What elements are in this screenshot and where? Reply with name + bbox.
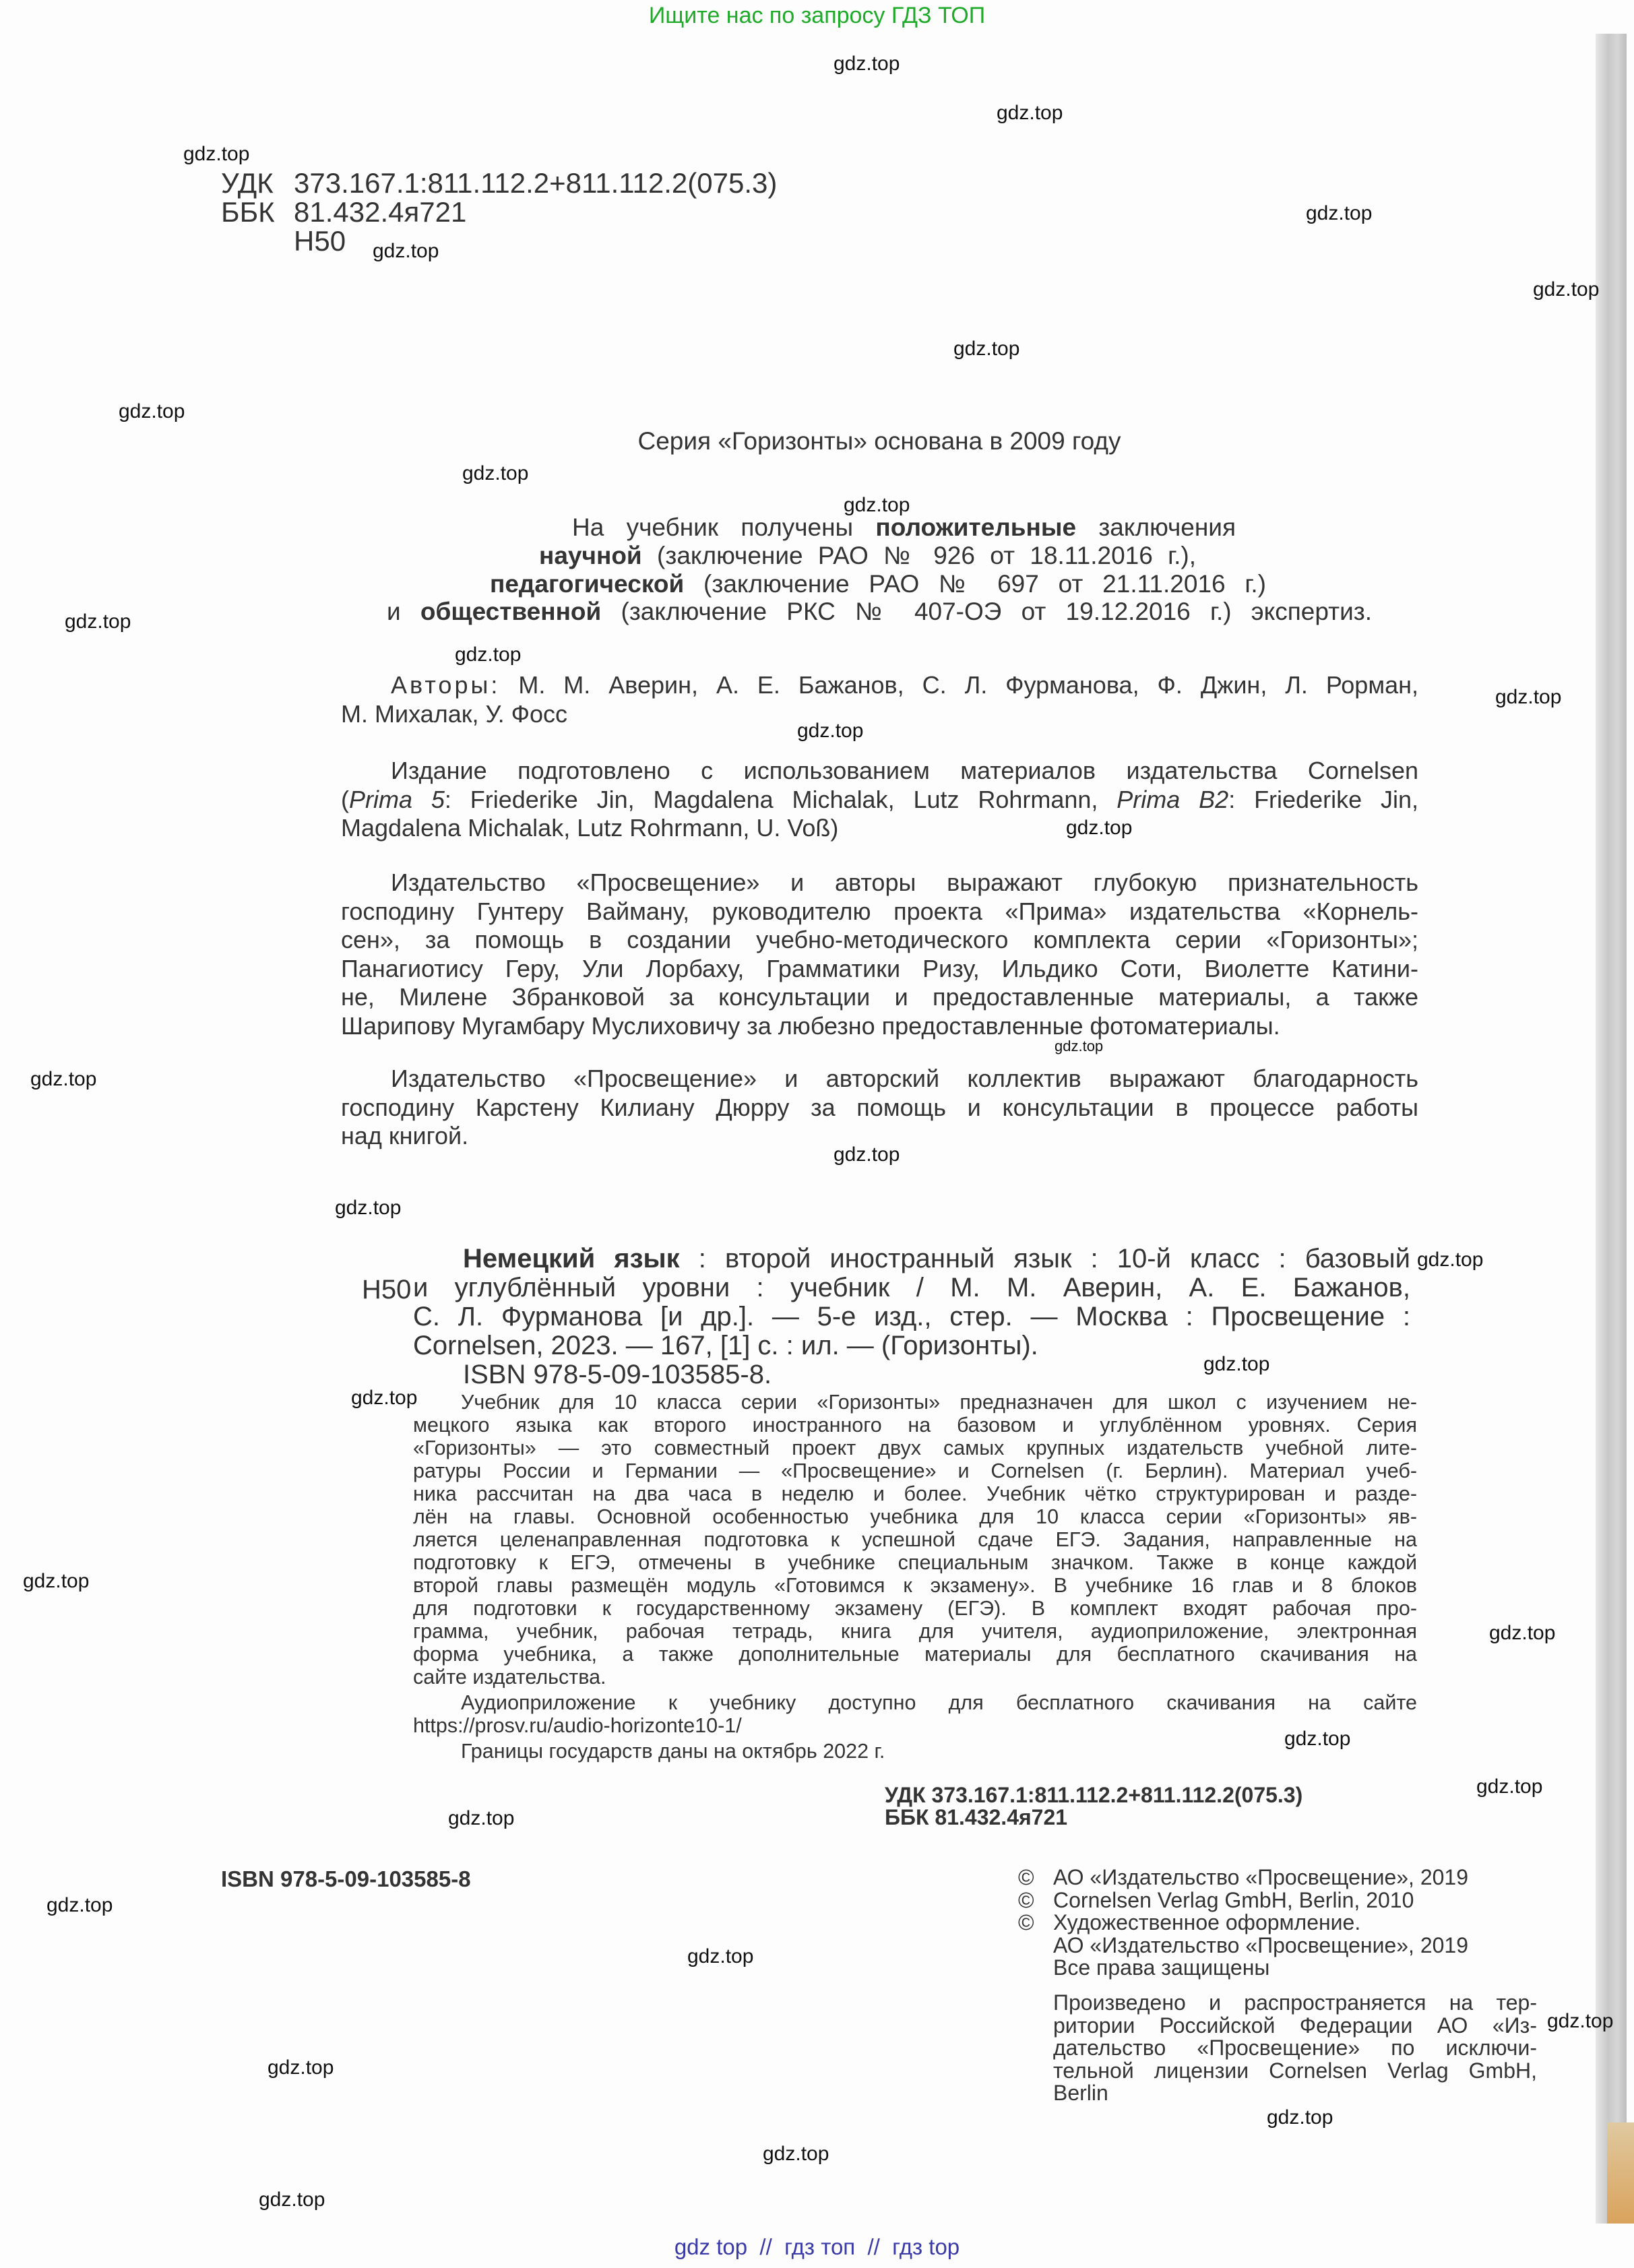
text-line: тельной лицензии Cornelsen Verlag GmbH,	[1053, 2058, 1537, 2083]
bibliographic-record: Немецкий язык : второй иностранный язык : 10-й класс : базовый и углублённый уровни : учебник / М. М. Аверин, А. Е. Бажанов, С. Л. Фурманова [и др.]. — 5-е изд., стер. — Москва : Просвещение : Cornelsen, 2023. — 167, [1] с. : ил. — (Горизонты). ISBN 978-5-09-103585-8.	[413, 1244, 1411, 1389]
text-line: сен», за помощь в создании учебно-методического комплекта серии «Горизонты»;	[341, 926, 1418, 953]
watermark-text: gdz.top	[1267, 2106, 1333, 2129]
watermark-text: gdz.top	[462, 462, 529, 484]
annotation-line: «Горизонты» — это совместный проект двух самых крупных издательств учебной лите-	[413, 1437, 1417, 1459]
thanks-paragraph-2	[341, 1065, 1418, 1151]
text-line: над книгой.	[341, 1122, 469, 1149]
bbk-label: ББК	[221, 196, 275, 228]
conclusions-line-3: педагогической (заключение РАО № 697 от 21.11.2016 г.)	[490, 570, 1266, 598]
isbn: ISBN 978-5-09-103585-8.	[463, 1360, 772, 1389]
annotation	[413, 1391, 1417, 1763]
annotation-line: сайте издательства.	[413, 1666, 606, 1689]
text-line: дательство «Просвещение» по исключи-	[1053, 2036, 1537, 2060]
watermark-text: gdz.top	[119, 400, 185, 422]
watermark-text: gdz.top	[1284, 1728, 1351, 1750]
book-title: Немецкий язык	[463, 1244, 680, 1273]
annotation-line: мецкого языка как второго иностранного на базовом и углублённом уровнях. Серия	[413, 1414, 1417, 1437]
watermark-text: gdz.top	[455, 643, 522, 666]
page-edge-shadow	[1596, 34, 1627, 2224]
watermark-text: gdz.top	[1203, 1353, 1270, 1375]
annotation-line: форма учебника, а также дополнительные материалы для бесплатного скачивания на	[413, 1643, 1417, 1666]
text-line: ритории Российской Федерации АО «Из-	[1053, 2013, 1537, 2038]
annotation-line[interactable]: https://prosv.ru/audio-horizonte10-1/	[413, 1714, 742, 1737]
series-note: Серия «Горизонты» основана в 2009 году	[637, 427, 1121, 455]
watermark-text: gdz.top	[797, 720, 864, 742]
text-line: Шарипову Мугамбару Муслиховичу за любезно предоставленные фотоматериалы.	[341, 1011, 1280, 1040]
watermark-text: gdz.top	[1055, 1038, 1104, 1054]
text-line: господину Карстену Килиану Дюрру за помощь и консультации в процессе работы	[341, 1093, 1418, 1121]
watermark-text: gdz.top	[687, 1945, 754, 1967]
annotation-line: Границы государств даны на октябрь 2022 г.	[461, 1740, 885, 1763]
text-line: не, Милене Збранковой за консультации и предоставленные материалы, а также	[341, 983, 1418, 1011]
copyright-icon: ©	[1018, 1865, 1034, 1889]
copyright-icon: ©	[1018, 1910, 1034, 1934]
watermark-text: gdz.top	[1417, 1249, 1484, 1271]
text-line: господину Гунтеру Вайману, руководителю проекта «Прима» издательства «Корнель-	[341, 897, 1418, 925]
udk-block	[221, 168, 777, 255]
copyright-icon: ©	[1018, 1887, 1034, 1912]
annotation-line: для подготовки к государственному экзамену (ЕГЭ). В комплект входят рабочая про-	[413, 1597, 1417, 1620]
annotation-line: грамма, учебник, рабочая тетрадь, книга для учителя, аудиоприложение, электронная	[413, 1620, 1417, 1643]
cornelsen-note: Издание подготовлено с использованием материалов издательства Cornelsen (Prima 5: Friederike Jin, Magdalena Michalak, Lutz Rohrmann, Prima B2: Friederike Jin, Magdalena Michalak, Lutz Rohrmann, U. Voß)	[341, 757, 1418, 842]
watermark-text: gdz.top	[834, 53, 900, 75]
conclusions-line-2: научной (заключение РАО № 926 от 18.11.2016 г.),	[539, 542, 1197, 569]
watermark-text: gdz.top	[335, 1197, 402, 1219]
copyright-block: © АО «Издательство «Просвещение», 2019 © Cornelsen Verlag GmbH, Berlin, 2010 © Художественное оформление. АО «Издательство «Просвещение», 2019 Все права защищены	[1018, 1865, 1469, 1980]
text-line: Berlin	[1053, 2081, 1108, 2105]
annotation-line: ника рассчитан на два часа в неделю и более. Учебник чётко структурирован и разде-	[413, 1482, 1417, 1505]
watermark-text: gdz.top	[65, 610, 131, 633]
watermark-text: gdz.top	[448, 1807, 515, 1829]
annotation-line: лён на главы. Основной особенностью учебника для 10 класса серии «Горизонты» яв-	[413, 1505, 1417, 1528]
watermark-text: gdz.top	[259, 2188, 325, 2211]
annotation-line: Аудиоприложение к учебнику доступно для бесплатного скачивания на сайте	[461, 1691, 1417, 1714]
watermark-text: gdz.top	[268, 2056, 334, 2079]
watermark-text: gdz.top	[1476, 1775, 1543, 1798]
watermark-text: gdz.top	[1533, 278, 1600, 301]
udk-label: УДК	[221, 167, 274, 199]
text-line: Панагиотису Геру, Ули Лорбаху, Грамматики Ризу, Ильдико Соти, Виолетте Катини-	[341, 954, 1418, 982]
watermark-text: gdz.top	[834, 1143, 900, 1166]
watermark-text: gdz.top	[46, 1894, 113, 1916]
watermark-text: gdz.top	[1495, 686, 1562, 708]
watermark-text: gdz.top	[1547, 2010, 1614, 2032]
annotation-line: подготовку к ЕГЭ, отмечены в учебнике специальным значком. Также в конце каждой	[413, 1551, 1417, 1574]
text-line: Издательство «Просвещение» и авторский коллектив выражают благодарность	[391, 1065, 1418, 1092]
watermark-text: gdz.top	[183, 143, 250, 165]
watermark-text: gdz.top	[763, 2143, 829, 2165]
udk-bottom: УДК 373.167.1:811.112.2+811.112.2(075.3) ББК 81.432.4я721	[885, 1783, 1303, 1829]
top-banner[interactable]: Ищите нас по запросу ГДЗ ТОП	[648, 3, 986, 28]
author-mark: Н50	[294, 225, 346, 257]
production-note	[1053, 1992, 1537, 2105]
annotation-line: ратуры России и Германии — «Просвещение» и Cornelsen (г. Берлин). Материал учеб-	[413, 1459, 1417, 1482]
watermark-text: gdz.top	[1489, 1622, 1556, 1644]
annotation-line: ляется целенаправленная подготовка к успешной сдаче ЕГЭ. Задания, направленные на	[413, 1528, 1417, 1551]
watermark-text: gdz.top	[23, 1570, 90, 1592]
bbk-value: 81.432.4я721	[294, 196, 467, 228]
watermark-text: gdz.top	[1066, 817, 1133, 839]
watermark-text: gdz.top	[351, 1387, 418, 1409]
watermark-text: gdz.top	[953, 338, 1020, 360]
authors: Авторы: М. М. Аверин, А. Е. Бажанов, С. Л. Фурманова, Ф. Джин, Л. Рорман, М. Михалак, У. Фосс	[341, 671, 1418, 728]
watermark-text: gdz.top	[30, 1068, 97, 1090]
annotation-line: Учебник для 10 класса серии «Горизонты» предназначен для школ с изучением не-	[461, 1391, 1417, 1414]
bib-author-mark: Н50	[362, 1275, 412, 1304]
udk-value: 373.167.1:811.112.2+811.112.2(075.3)	[294, 167, 778, 199]
watermark-text: gdz.top	[1306, 202, 1373, 224]
thanks-paragraph-1	[341, 869, 1418, 1040]
annotation-line: второй главы размещён модуль «Готовимся к экзамену». В учебнике 16 глав и 8 блоков	[413, 1574, 1417, 1597]
bottom-banner[interactable]: gdz top // гдз топ // гдз top	[674, 2234, 960, 2259]
page-corner	[1607, 2122, 1634, 2224]
isbn-bottom: ISBN 978-5-09-103585-8	[221, 1866, 471, 1891]
conclusions-line-1: На учебник получены положительные заключения	[572, 513, 1236, 541]
watermark-text: gdz.top	[997, 102, 1063, 124]
text-line: Произведено и распространяется на тер-	[1053, 1990, 1537, 2015]
watermark-text: gdz.top	[373, 240, 439, 262]
text-line: Издательство «Просвещение» и авторы выражают глубокую признательность	[391, 869, 1418, 896]
conclusions-line-4: и общественной (заключение РКС № 407-ОЭ от 19.12.2016 г.) экспертиз.	[387, 598, 1373, 625]
authors-label: Авторы:	[391, 671, 501, 699]
watermark-text: gdz.top	[844, 494, 910, 516]
